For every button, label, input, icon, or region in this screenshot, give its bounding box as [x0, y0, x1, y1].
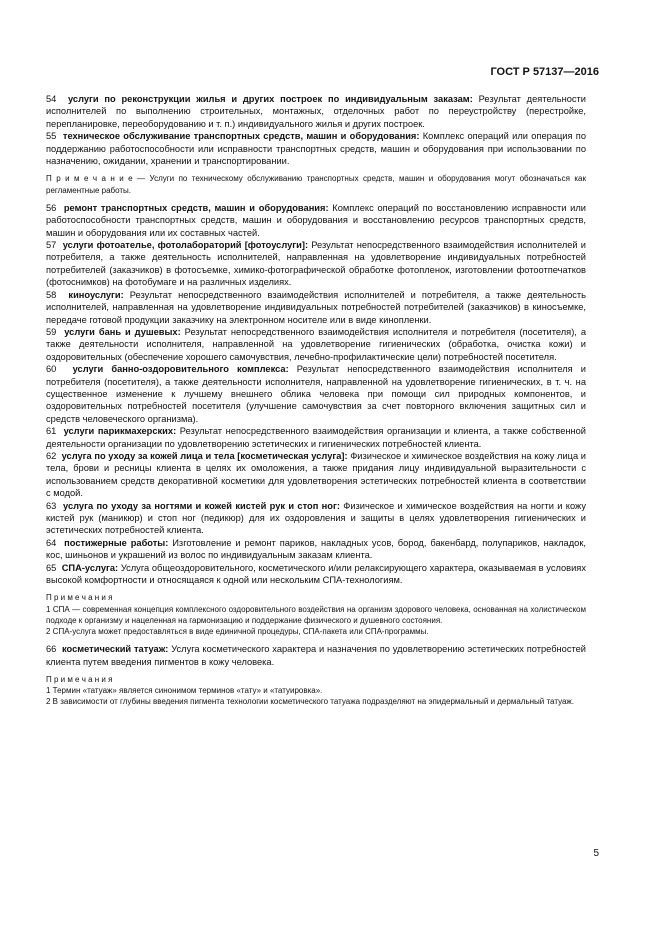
note-item: 1 СПА — современная концепция комплексного оздоровительного воздействия на организм здорового человека, основанная на холистическом подходе к организму и нацеленная на гармонизацию и поддержание физического и душевного состояния. [46, 604, 586, 625]
term-title: косметический татуаж: [62, 644, 169, 655]
entry-number: 59 [46, 326, 57, 337]
term-definition: Результат непосредственного взаимодействия организации и клиента, а также собственной деятельности организации по удовлетворению эстетических и гигиенических потребностей клиента. [46, 426, 586, 449]
term-title: услуга по уходу за ногтями и кожей кистей рук и стоп ног: [63, 500, 340, 511]
term-title: ремонт транспортных средств, машин и оборудования: [63, 202, 329, 213]
entry-number: 62 [46, 450, 57, 461]
term-entry-61 [46, 425, 586, 450]
note-item: 1 Термин «татуаж» является синонимом терминов «тату» и «татуировка». [46, 686, 323, 696]
term-definition: Результат непосредственного взаимодействия исполнителя и потребителя (посетителя), а также деятельности исполнителя, направленной на удовлетворение гигиенических (обработка, очистка кожи) и оздоровительных (обеспечение хорошего самочувствия, лечебно-профилактические цели) потребностей посетителя. [46, 326, 586, 362]
term-definition: Физическое и химическое воздействия на кожу лица и тела, брови и ресницы клиента в целях их омоложения, а также придания лицу индивидуальной выразительности с использованием средств декоративной косметики для удовлетворения эстетических потребностей клиента в соответствии с модой. [46, 450, 586, 499]
term-entry-55 [46, 130, 586, 167]
entry-number: 55 [46, 131, 57, 142]
term-entry-66 [46, 643, 586, 668]
term-entry-59 [46, 326, 586, 363]
term-title: услуги фотоателье, фотолабораторий [фотоуслуги]: [62, 240, 309, 251]
term-definition: Результат деятельности исполнителей по выполнению строительных, монтажных, отделочных работ по переустройству (перестройке, перепланировке, переоборудованию и т. п.) индивидуального жилья и других построек. [46, 94, 587, 129]
term-title: постижерные работы: [64, 537, 169, 548]
entry-number: 58 [46, 289, 57, 300]
entry-number: 64 [46, 537, 57, 548]
term-definition: Результат непосредственного взаимодействия исполнителей и потребителя, а также деятельность исполнителей, направленная на удовлетворение индивидуальных потребностей потребителей (заказчиков) в фотосъемке, химико-фотографической обработке фотопленок, изготовлении фотоотпечатков (фотоснимков) на фотобумаге и на различных изделиях. [46, 240, 586, 288]
term-definition: Комплекс операций по восстановлению исправности или работоспособности транспортных средств, машин и оборудования и восстановлению ресурсов транспортных средств, машин и оборудования или их составных частей. [46, 202, 586, 238]
note-55 [46, 173, 586, 195]
entry-number: 56 [46, 202, 57, 213]
term-definition: Физическое и химическое воздействия на ногти и кожу кистей рук (маникюр) и стоп ног (педикюр) для их оздоровления и защиты в целях удовлетворения гигиенических и эстетических потребностей клиента. [46, 500, 586, 536]
note-label: П р и м е ч а н и е [46, 174, 133, 184]
term-entry-60 [46, 363, 586, 425]
term-entry-64 [46, 537, 586, 562]
entry-number: 54 [46, 94, 57, 104]
document-header: ГОСТ Р 57137—2016 [490, 66, 599, 78]
term-title: услуги по реконструкции жилья и других построек по индивидуальным заказам: [67, 94, 473, 104]
notes-label: П р и м е ч а н и я [46, 675, 113, 685]
page-number: 5 [593, 848, 599, 859]
term-definition: Результат непосредственного взаимодействия исполнителя и потребителя (посетителя), а также деятельности исполнителя, направленной на удовлетворение гигиенических, в т. ч. на существенное изменение к лучшему внешнего облика человека при помощи сил природных компонентов, и оздоровительных потребностей посетителя (улучшение самочувствия за счет повторного включения защитных сил и средств человеческого организма). [46, 364, 586, 424]
term-entry-62 [46, 450, 586, 500]
entry-number: 63 [46, 500, 57, 511]
document-body [46, 93, 586, 708]
entry-number: 57 [46, 240, 57, 251]
term-entry-57 [46, 239, 586, 289]
term-title: СПА-услуга: [61, 562, 119, 573]
term-entry-58 [46, 289, 586, 326]
term-definition: Результат непосредственного взаимодействия исполнителей и потребителя, а также деятельность исполнителей, направленная на удовлетворение индивидуальных потребностей потребителей (заказчиков) в киносъемке, передаче готовой продукции заказчику на электронном носителе или в виде кинопленки. [46, 289, 586, 325]
entry-number: 61 [46, 426, 57, 437]
term-title: техническое обслуживание транспортных средств, машин и оборудования: [62, 131, 420, 142]
term-entry-56 [46, 202, 586, 239]
term-definition: Изготовление и ремонт париков, накладных усов, бород, бакенбард, полупариков, накладок, кос, шиньонов и украшений из волос по индивидуальным заказам клиента. [46, 537, 586, 561]
notes-label: П р и м е ч а н и я [46, 593, 113, 603]
notes-65 [46, 592, 586, 637]
notes-66 [46, 674, 586, 708]
term-definition: Услуга общеоздоровительного, косметического и/или релаксирующего характера, оказываемая в условиях высокой комфортности и относящаяся к одной или нескольким СПА-технологиям. [46, 562, 586, 586]
term-title: услуги парикмахерских: [63, 426, 177, 437]
term-entry-65 [46, 562, 586, 587]
term-title: услуги банно-оздоровительного комплекса: [72, 364, 289, 375]
note-item: 2 СПА-услуга может предоставляться в виде единичной процедуры, СПА-пакета или СПА-программы. [46, 627, 429, 637]
entry-number: 66 [46, 644, 57, 655]
note-item: 2 В зависимости от глубины введения пигмента технологии косметического татуажа подразделяют на эпидермальный и дермальный татуаж. [46, 697, 575, 707]
term-title: услуга по уходу за кожей лица и тела [косметическая услуга]: [61, 450, 348, 461]
entry-number: 60 [46, 364, 57, 375]
term-entry-63 [46, 500, 586, 537]
term-definition: Комплекс операций или операция по поддержанию работоспособности или исправности транспортных средств, машин и оборудования при использовании по назначению, ожидании, хранении и транспортировании. [46, 131, 586, 167]
term-definition: Услуга косметического характера и назначения по удовлетворению эстетических потребностей клиента путем введения пигментов в кожу человека. [46, 644, 587, 667]
note-text: — Услуги по техническому обслуживанию транспортных средств, машин и оборудования могут обозначаться как регламентные работы. [46, 174, 587, 195]
term-title: киноуслуги: [68, 289, 124, 300]
entry-number: 65 [46, 562, 57, 573]
term-entry-54 [46, 93, 586, 130]
term-title: услуги бань и душевых: [64, 326, 181, 337]
